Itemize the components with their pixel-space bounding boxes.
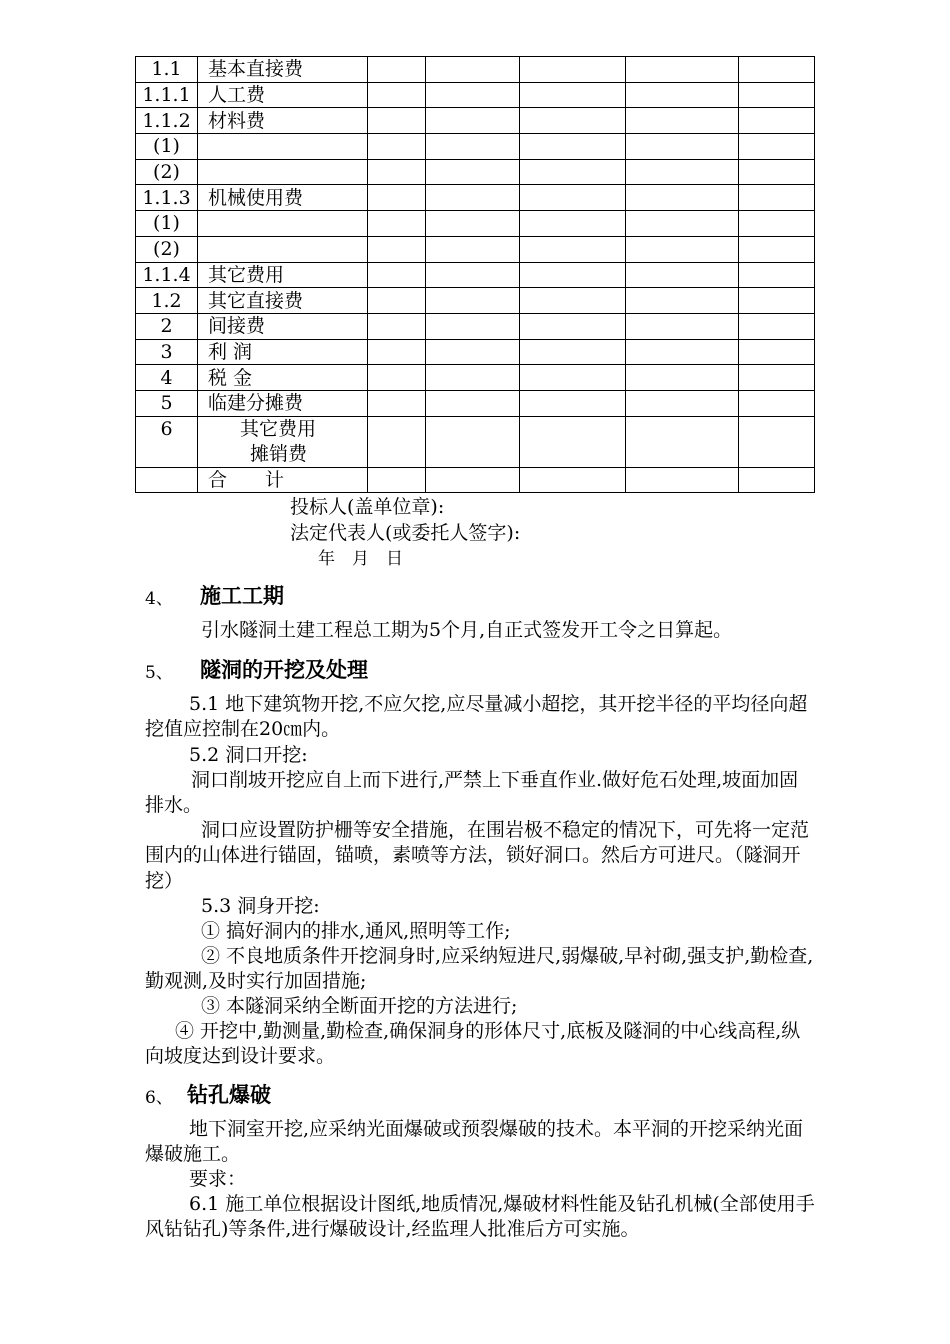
table-row <box>136 365 815 391</box>
empty-cell <box>739 236 815 262</box>
empty-cell <box>426 134 520 160</box>
empty-cell <box>136 467 198 493</box>
table-row <box>136 288 815 314</box>
row-number: 1.1.1 <box>136 82 198 108</box>
row-number: 2 <box>136 313 198 339</box>
empty-cell <box>626 134 739 160</box>
empty-cell <box>426 211 520 237</box>
empty-cell <box>426 365 520 391</box>
row-number: 1.1 <box>136 57 198 83</box>
empty-cell <box>739 82 815 108</box>
empty-cell <box>368 57 426 83</box>
empty-cell <box>626 288 739 314</box>
row-item-name <box>198 416 368 467</box>
section-6-1-paragraph: 6.1 施工单位根据设计图纸,地质情况,爆破材料性能及钻孔机械(全部使用手风钻钻孔)等条件,进行爆破设计,经监理人批准后方可实施。 <box>145 1193 815 1241</box>
empty-cell <box>626 390 739 416</box>
empty-cell <box>626 467 739 493</box>
empty-cell <box>739 365 815 391</box>
empty-cell <box>368 288 426 314</box>
empty-cell <box>426 339 520 365</box>
section-5-3-heading: 5.3 洞身开挖: <box>201 895 320 917</box>
empty-cell <box>626 262 739 288</box>
row-item-name <box>198 134 368 160</box>
section-5-title: 隧洞的开挖及处理 <box>200 658 368 682</box>
table-row <box>136 262 815 288</box>
row-number: 1.1.2 <box>136 108 198 134</box>
table-row <box>136 313 815 339</box>
empty-cell <box>626 211 739 237</box>
empty-cell <box>626 365 739 391</box>
row-item-name: 利 润 <box>198 339 368 365</box>
row-item-name <box>198 159 368 185</box>
empty-cell <box>368 82 426 108</box>
empty-cell <box>739 211 815 237</box>
row-item-name-line-1: 其它费用 <box>240 417 317 440</box>
empty-cell <box>368 134 426 160</box>
empty-cell <box>626 185 739 211</box>
empty-cell <box>520 185 626 211</box>
section-5-3-item-1: ① 搞好洞内的排水,通风,照明等工作; <box>201 920 511 942</box>
row-number: 6 <box>136 416 198 467</box>
table-row <box>136 159 815 185</box>
empty-cell <box>739 288 815 314</box>
table-row <box>136 57 815 83</box>
empty-cell <box>368 390 426 416</box>
row-number: 3 <box>136 339 198 365</box>
empty-cell <box>426 82 520 108</box>
empty-cell <box>739 57 815 83</box>
section-4-paragraph: 引水隧洞土建工程总工期为5个月,自正式签发开工令之日算起。 <box>201 619 733 641</box>
empty-cell <box>739 159 815 185</box>
empty-cell <box>520 288 626 314</box>
section-5-2-paragraph-2: 洞口应设置防护栅等安全措施，在围岩极不稳定的情况下，可先将一定范围内的山体进行锚固，锚喷，素喷等方法，锁好洞口。然后方可进尺。（隧洞开挖） <box>145 819 810 892</box>
empty-cell <box>426 108 520 134</box>
empty-cell <box>520 57 626 83</box>
empty-cell <box>426 313 520 339</box>
section-5-3-item-2: ② 不良地质条件开挖洞身时,应采纳短进尺,弱爆破,早衬砌,强支护,勤检查,勤观测,及时实行加固措施; <box>145 945 814 993</box>
empty-cell <box>520 390 626 416</box>
row-item-name: 税 金 <box>198 365 368 391</box>
table-row <box>136 236 815 262</box>
row-number: (2) <box>136 159 198 185</box>
legal-rep-signature-label: 法定代表人(或委托人签字): <box>290 522 521 544</box>
row-item-name: 临建分摊费 <box>198 390 368 416</box>
empty-cell <box>426 467 520 493</box>
empty-cell <box>520 339 626 365</box>
empty-cell <box>626 57 739 83</box>
section-6-title: 钻孔爆破 <box>187 1083 271 1107</box>
empty-cell <box>426 416 520 467</box>
empty-cell <box>520 108 626 134</box>
empty-cell <box>626 416 739 467</box>
empty-cell <box>426 185 520 211</box>
empty-cell <box>626 236 739 262</box>
empty-cell <box>739 134 815 160</box>
row-number: 1.1.3 <box>136 185 198 211</box>
empty-cell <box>739 108 815 134</box>
row-number: 1.2 <box>136 288 198 314</box>
row-item-name <box>198 211 368 237</box>
empty-cell <box>368 467 426 493</box>
table-row <box>136 390 815 416</box>
row-item-name: 材料费 <box>198 108 368 134</box>
row-number: (1) <box>136 134 198 160</box>
row-item-name: 其它直接费 <box>198 288 368 314</box>
section-5-1-paragraph: 5.1 地下建筑物开挖,不应欠挖,应尽量减小超挖，其开挖半径的平均径向超挖值应控制在20㎝内。 <box>145 693 808 741</box>
bidder-signature-label: 投标人(盖单位章): <box>290 496 445 518</box>
table-row <box>136 82 815 108</box>
empty-cell <box>626 313 739 339</box>
empty-cell <box>520 365 626 391</box>
empty-cell <box>426 288 520 314</box>
empty-cell <box>368 339 426 365</box>
table-row <box>136 108 815 134</box>
section-6-requirements-label: 要求： <box>189 1168 247 1190</box>
empty-cell <box>368 236 426 262</box>
table-row <box>136 339 815 365</box>
row-item-name: 基本直接费 <box>198 57 368 83</box>
date-label: 年 月 日 <box>318 549 403 569</box>
total-label: 合 计 <box>198 467 368 493</box>
empty-cell <box>368 262 426 288</box>
empty-cell <box>520 82 626 108</box>
empty-cell <box>368 185 426 211</box>
empty-cell <box>520 236 626 262</box>
cost-table <box>135 56 815 493</box>
section-5-2-paragraph-1: 洞口削坡开挖应自上而下进行,严禁上下垂直作业.做好危石处理,坡面加固排水。 <box>145 769 799 817</box>
table-row <box>136 185 815 211</box>
empty-cell <box>739 185 815 211</box>
empty-cell <box>626 339 739 365</box>
section-4-title: 施工工期 <box>200 584 284 608</box>
empty-cell <box>739 339 815 365</box>
row-number: 4 <box>136 365 198 391</box>
empty-cell <box>739 390 815 416</box>
empty-cell <box>368 313 426 339</box>
empty-cell <box>368 159 426 185</box>
empty-cell <box>739 262 815 288</box>
section-4-number: 4、 <box>145 589 173 609</box>
row-number: (1) <box>136 211 198 237</box>
table-row <box>136 134 815 160</box>
empty-cell <box>426 159 520 185</box>
section-5-3-item-4: ④ 开挖中,勤测量,勤检查,确保洞身的形体尺寸,底板及隧洞的中心线高程,纵向坡度达到设计要求。 <box>145 1020 801 1068</box>
section-5-number: 5、 <box>145 663 173 683</box>
row-item-name: 人工费 <box>198 82 368 108</box>
empty-cell <box>520 134 626 160</box>
empty-cell <box>520 159 626 185</box>
empty-cell <box>368 108 426 134</box>
empty-cell <box>626 108 739 134</box>
section-6-paragraph: 地下洞室开挖,应采纳光面爆破或预裂爆破的技术。本平洞的开挖采纳光面爆破施工。 <box>145 1118 804 1166</box>
empty-cell <box>520 416 626 467</box>
table-row <box>136 416 815 467</box>
row-number: 1.1.4 <box>136 262 198 288</box>
empty-cell <box>739 416 815 467</box>
row-item-name-line-2: 摊销费 <box>250 442 308 465</box>
row-item-name <box>198 236 368 262</box>
row-item-name: 间接费 <box>198 313 368 339</box>
table-row <box>136 211 815 237</box>
empty-cell <box>426 262 520 288</box>
empty-cell <box>368 211 426 237</box>
row-number: 5 <box>136 390 198 416</box>
row-item-name: 机械使用费 <box>198 185 368 211</box>
empty-cell <box>520 467 626 493</box>
section-5-3-item-3: ③ 本隧洞采纳全断面开挖的方法进行; <box>201 995 518 1017</box>
row-number: (2) <box>136 236 198 262</box>
section-5-2-heading: 5.2 洞口开挖: <box>189 744 308 766</box>
empty-cell <box>739 313 815 339</box>
empty-cell <box>426 57 520 83</box>
empty-cell <box>368 365 426 391</box>
empty-cell <box>626 82 739 108</box>
empty-cell <box>739 467 815 493</box>
empty-cell <box>520 262 626 288</box>
section-6-number: 6、 <box>145 1088 173 1108</box>
row-item-name: 其它费用 <box>198 262 368 288</box>
empty-cell <box>426 236 520 262</box>
empty-cell <box>626 159 739 185</box>
table-row-total <box>136 467 815 493</box>
empty-cell <box>520 211 626 237</box>
empty-cell <box>368 416 426 467</box>
empty-cell <box>520 313 626 339</box>
empty-cell <box>426 390 520 416</box>
